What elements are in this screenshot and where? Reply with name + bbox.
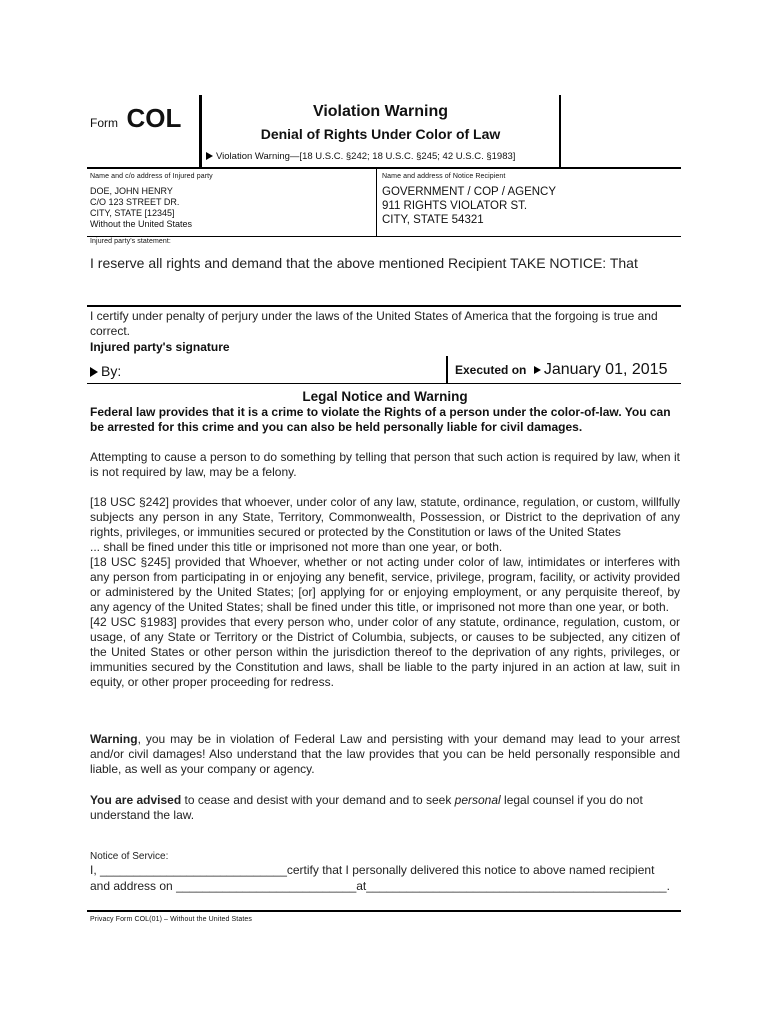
injured-party-address-2: CITY, STATE [12345] [90, 208, 175, 218]
warning-text: , you may be in violation of Federal Law and persisting with your demand may lead to your arrest and/or civil damages! Also understand that the law provides that you can be held personally responsible and liable, as well as your company or agency. [90, 732, 680, 776]
pointer-arrow-icon [90, 367, 98, 377]
parties-bottom-rule [87, 236, 681, 237]
recipient-address-2: CITY, STATE 54321 [382, 214, 484, 226]
notice-heading: Legal Notice and Warning [302, 389, 468, 404]
executed-date: January 01, 2015 [543, 361, 668, 378]
service-label: Notice of Service: [90, 851, 169, 862]
citation-line [206, 151, 515, 162]
form-label [90, 103, 181, 134]
injured-party-address-3: Without the United States [90, 219, 193, 229]
usc-1983-text: [42 USC §1983] provides that every person who, under color of any statute, ordinance, regulation, custom, or usage, of any State or Territory or the District of Columbia, subjects, or causes to be subjected, any citizen of the United States or other person within the jurisdiction thereof to the deprivation of any rights, privileges, or immunities secured by the Constitution and laws, shall be liable to the party injured in an action at law, suit in equity, or other proper proceeding for redress. [90, 615, 680, 689]
injured-party-block [90, 186, 192, 230]
executed-divider [446, 356, 448, 384]
notice-paragraph-2 [90, 495, 680, 690]
notice-lead: Federal law provides that it is a crime to violate the Rights of a person under the color-of-law. You can be arrested for this crime and you can also be held personally liable for civil damages. [90, 405, 671, 434]
warning-word: Warning [90, 732, 138, 746]
advised-text: to cease and desist with your demand and to seek [181, 793, 455, 807]
pointer-arrow-icon [206, 152, 213, 160]
header-right-divider [559, 95, 561, 167]
citation-text: Violation Warning—[18 U.S.C. §242; 18 U.S.C. §245; 42 U.S.C. §1983] [216, 151, 516, 162]
advised-italic: personal [454, 793, 501, 807]
advised-word: You are advised [90, 793, 182, 807]
signature-line [87, 383, 681, 384]
advised-paragraph [90, 793, 680, 823]
statement-label: Injured party's statement: [90, 238, 171, 245]
footer-rule [87, 910, 681, 912]
service-line-1: I, ____________________________certify that I personally delivered this notice to above named recipient [90, 863, 655, 877]
by-label: By: [101, 363, 122, 379]
by-line [90, 363, 121, 379]
header-bottom-rule [87, 167, 681, 169]
recipient-name: GOVERNMENT / COP / AGENCY [382, 186, 557, 198]
notice-paragraph-1: Attempting to cause a person to do something by telling that person that such action is required by law, when it is not required by law, may be a felony. [90, 450, 680, 479]
signature-label: Injured party's signature [90, 340, 230, 354]
injured-party-name: DOE, JOHN HENRY [90, 186, 173, 196]
advised-end: legal counsel if you do not understand the law. [90, 793, 643, 822]
usc-242-penalty: ... shall be fined under this title or imprisoned not more than one year, or both. [90, 540, 503, 554]
statement-text: I reserve all rights and demand that the above mentioned Recipient TAKE NOTICE: That [90, 255, 638, 271]
pointer-arrow-icon [534, 366, 541, 374]
service-line-2: and address on ___________________________at_____________________________________________. [90, 879, 670, 893]
statement-bottom-rule [87, 305, 681, 307]
injured-party-address-1: C/O 123 STREET DR. [90, 197, 180, 207]
usc-245-text: [18 USC §245] provided that Whoever, whether or not acting under color of law, intimidates or interferes with any person from participating in or enjoying any benefit, service, privilege, program, facility, or activity provided or administered by the United States; [or] applying for or enjoying employment, or any perquisite thereof, by any agency of the United States; shall be fined under this title, or imprisoned not more than one year, or both. [90, 555, 680, 614]
certify-text: I certify under penalty of perjury under the laws of the United States of America that the forgoing is true and correct. [90, 309, 658, 338]
form-subtitle: Denial of Rights Under Color of Law [260, 126, 501, 142]
warning-paragraph [90, 732, 680, 777]
recipient-block [382, 185, 556, 227]
form-title: Violation Warning [312, 103, 449, 120]
form-prefix: Form [90, 116, 118, 130]
recipient-label: Name and address of Notice Recipient [382, 173, 506, 180]
recipient-address-1: 911 RIGHTS VIOLATOR ST. [382, 200, 528, 212]
parties-divider [376, 169, 377, 236]
usc-242-text: [18 USC §242] provides that whoever, under color of any law, statute, ordinance, regulation, or custom, willfully subjects any person in any State, Territory, Commonwealth, Possession, or District to the deprivation of any rights, privileges, or immunities secured or protected by the Constitution or laws of the United States [90, 495, 680, 539]
executed-block [455, 361, 667, 379]
form-code: COL [126, 103, 182, 133]
injured-party-label: Name and c/o address of Injured party [90, 173, 213, 180]
footer-text: Privacy Form COL(01) – Without the United States [90, 916, 252, 923]
executed-label: Executed on [455, 363, 527, 377]
